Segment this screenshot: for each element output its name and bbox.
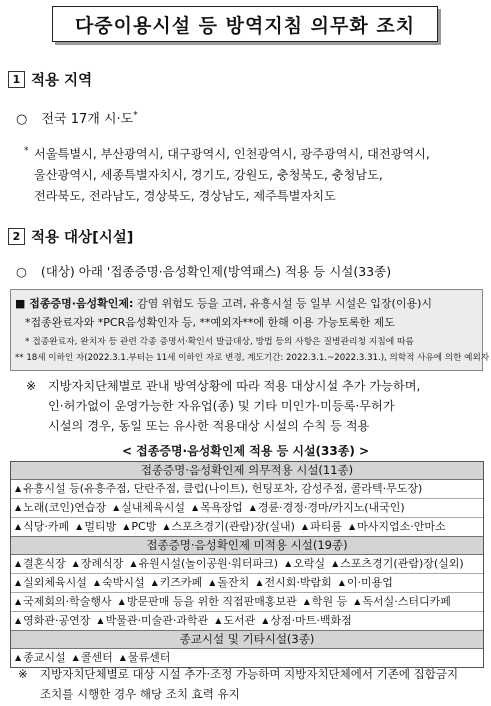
group3-header: 종교시설 및 기타시설(3종): [11, 630, 483, 649]
note-line1-rest: 감염 위험도 등을 고려, 유흥시설 등 일부 시설은 입장(이용)시: [136, 297, 433, 310]
facility-label: 결혼식장: [23, 557, 66, 570]
section1-title: 적용 지역: [31, 73, 93, 89]
page-title-box: [52, 6, 438, 42]
triangle-bullet-icon: ▲: [97, 616, 104, 625]
triangle-bullet-icon: ▲: [130, 559, 137, 568]
facility-item: [15, 501, 106, 514]
triangle-bullet-icon: ▲: [192, 503, 199, 512]
group1-header: 접종증명·음성확인제 의무적용 시설(11종): [11, 462, 483, 480]
facility-label: 경륜·경정·경마/카지노(내국인): [257, 501, 405, 514]
triangle-bullet-icon: ▲: [15, 484, 22, 493]
facility-label: PC방: [131, 520, 157, 533]
triangle-bullet-icon: ▲: [303, 597, 310, 606]
facility-label: 파티룸: [310, 520, 342, 533]
triangle-bullet-icon: ▲: [15, 522, 22, 531]
facility-label: 이·미용업: [346, 576, 393, 589]
facility-item: [256, 576, 331, 589]
regions-line: 울산광역시, 세종특별자치시, 경기도, 강원도, 충청북도, 충청남도,: [34, 168, 383, 182]
facility-item: [15, 576, 87, 589]
facility-item: [15, 614, 90, 627]
triangle-bullet-icon: ▲: [354, 597, 361, 606]
triangle-bullet-icon: ▲: [338, 578, 345, 587]
facility-table: [10, 461, 484, 668]
facility-label: 실외체육시설: [23, 576, 87, 589]
facility-label: 유흥시설 등(유흥주점, 단란주점, 클럽(나이트), 헌팅포차, 감성주점, 콜라텍·무도장): [23, 482, 423, 495]
table-row: [11, 573, 483, 592]
facility-item: [302, 520, 342, 533]
remark-line: 시설의 경우, 동일 또는 유사한 적용대상 시설의 수칙 등 적용: [48, 419, 370, 433]
facility-label: 종교시설: [23, 651, 66, 664]
facility-item: [94, 576, 145, 589]
facility-item: [97, 614, 208, 627]
note-line2: *접종완료자와 *PCR음성확인자 등, **예외자**에 한해 이용 가능토록한 제도: [25, 316, 395, 329]
remark-line: 인·허가없이 운영가능한 자유업(종) 및 기타 미인가·미등록·무허가: [48, 399, 395, 413]
facility-item: [15, 520, 69, 533]
triangle-bullet-icon: ▲: [15, 616, 22, 625]
facility-label: 독서실·스터디카페: [362, 595, 451, 608]
facility-item: [76, 520, 116, 533]
facility-label: 숙박시설: [102, 576, 145, 589]
facility-label: 방문판매 등을 위한 직접판매홍보관: [126, 595, 297, 608]
facility-item: [163, 520, 295, 533]
facility-item: [15, 651, 66, 664]
facility-item: [285, 557, 325, 570]
facility-item: [250, 501, 405, 514]
facility-label: 목욕장업: [200, 501, 243, 514]
triangle-bullet-icon: ▲: [262, 616, 269, 625]
facility-label: 스포츠경기(관람)장(실외): [340, 557, 464, 570]
facility-item: [339, 576, 393, 589]
facility-item: [15, 482, 422, 495]
triangle-bullet-icon: ▲: [123, 522, 130, 531]
facility-item: [123, 520, 156, 533]
note-line3: * 접종완료자, 완치자 등 관련 각종 증명서·확인서 발급대상, 방법 등의 사항은 질병관리청 지침에 따름: [25, 337, 415, 347]
facility-label: 식당·카페: [23, 520, 70, 533]
section2-heading: [8, 226, 133, 247]
facility-item: [354, 595, 451, 608]
bottom-footnote: [18, 664, 458, 704]
facility-label: 실내체육시설: [121, 501, 186, 514]
triangle-bullet-icon: ▲: [15, 653, 22, 662]
table-row: [11, 592, 483, 611]
facility-item: [349, 520, 446, 533]
facility-label: 스포츠경기(관람)장(실내): [171, 520, 295, 533]
footnote-line: 지방자치단체별로 대상 시설 추가·조정 가능하며 지방자치단체에서 기존에 집합금지: [40, 667, 459, 681]
section2-title: 적용 대상[시설]: [31, 230, 134, 246]
section2-bullet: [16, 262, 391, 280]
table-caption: < 접종증명·음성확인제 적용 등 시설(33종) >: [121, 444, 370, 458]
facility-item: [332, 557, 464, 570]
triangle-bullet-icon: ▲: [93, 578, 101, 587]
facility-label: 박물관·미술관·과학관: [105, 614, 209, 627]
triangle-bullet-icon: ▲: [118, 597, 125, 606]
footnote-line: 조치를 시행한 경우 해당 조치 효력 유지: [40, 687, 240, 701]
facility-label: 장례식장: [80, 557, 124, 570]
facility-label: 영화관·공연장: [23, 614, 91, 627]
facility-label: 유원시설(놀이공원·워터파크): [138, 557, 279, 570]
facility-item: [15, 557, 66, 570]
triangle-bullet-icon: ▲: [256, 578, 263, 587]
bullet-marker: ○: [16, 264, 27, 279]
section1-heading: [8, 69, 92, 90]
facility-label: 노래(코인)연습장: [23, 501, 107, 514]
facility-label: 돌잔치: [217, 576, 250, 589]
triangle-bullet-icon: ▲: [72, 559, 79, 568]
page-title: 다중이용시설 등 방역지침 의무화 조치: [74, 14, 416, 37]
section2-bullet-text: (대상) 아래 '접종증명·음성확인제(방역패스) 적용 등 시설(33종): [40, 264, 392, 279]
triangle-bullet-icon: ▲: [209, 578, 216, 587]
table-row: [11, 517, 483, 536]
facility-label: 도서관: [223, 614, 256, 627]
table-row: [11, 555, 483, 573]
facility-item: [73, 557, 124, 570]
facility-item: [152, 576, 203, 589]
triangle-bullet-icon: ▲: [348, 522, 356, 531]
facility-item: [304, 595, 348, 608]
facility-label: 전시회·박람회: [264, 576, 332, 589]
triangle-bullet-icon: ▲: [15, 503, 22, 512]
footnote-star: *: [133, 110, 138, 121]
table-row: [11, 498, 483, 517]
note-line1-prefix: ■ 접종증명·음성확인제:: [15, 297, 134, 310]
facility-item: [215, 614, 255, 627]
triangle-bullet-icon: ▲: [151, 578, 158, 587]
triangle-bullet-icon: ▲: [119, 653, 126, 662]
facility-label: 상점·마트·백화점: [270, 614, 352, 627]
footnote-marker: ※: [18, 667, 28, 681]
remark-line: 지방자치단체별로 관내 방역상황에 따라 적용 대상시설 추가 가능하며,: [48, 379, 421, 393]
facility-label: 국제회의·학술행사: [23, 595, 112, 608]
table-row: [11, 480, 483, 498]
triangle-bullet-icon: ▲: [332, 559, 339, 568]
bullet-marker: ○: [16, 112, 28, 127]
triangle-bullet-icon: ▲: [249, 503, 256, 512]
triangle-bullet-icon: ▲: [76, 522, 83, 531]
facility-item: [262, 614, 352, 627]
facility-label: 키즈카페: [159, 576, 203, 589]
triangle-bullet-icon: ▲: [15, 578, 22, 587]
regions-block: [24, 144, 430, 207]
facility-item: [119, 595, 297, 608]
regions-star: *: [24, 146, 29, 156]
facility-label: 학원 등: [311, 595, 348, 608]
triangle-bullet-icon: ▲: [301, 522, 309, 531]
group2-header: 접종증명·음성확인제 미적용 시설(19종): [11, 536, 483, 555]
facility-item: [192, 501, 243, 514]
facility-label: 물류센터: [127, 651, 171, 664]
definition-note-box: [10, 289, 490, 371]
regions-line: 서울특별시, 부산광역시, 대구광역시, 인천광역시, 광주광역시, 대전광역시,: [34, 147, 430, 161]
triangle-bullet-icon: ▲: [215, 616, 222, 625]
facility-label: 멀티방: [84, 520, 117, 533]
triangle-bullet-icon: ▲: [285, 559, 292, 568]
facility-item: [113, 501, 185, 514]
facility-item: [15, 595, 112, 608]
triangle-bullet-icon: ▲: [72, 653, 79, 662]
triangle-bullet-icon: ▲: [15, 597, 22, 606]
regions-line: 전라북도, 전라남도, 경상북도, 경상남도, 제주특별자치도: [34, 189, 336, 203]
section1-bullet: [16, 108, 138, 127]
note-line4: ** 18세 이하인 자(2022.3.1.부터는 11세 이하인 자로 변경, 계도기간: 2022.3.1.~2022.3.31.), 의학적 사유에 의한 예외자: [15, 353, 490, 363]
triangle-bullet-icon: ▲: [113, 503, 120, 512]
remark-marker: ※: [26, 379, 37, 393]
facility-item: [120, 651, 171, 664]
facility-item: [130, 557, 278, 570]
section2-number-box: 2: [8, 228, 25, 245]
remark-block: [26, 376, 420, 436]
triangle-bullet-icon: ▲: [15, 559, 22, 568]
section1-bullet-text: 전국 17개 시·도: [41, 112, 134, 127]
facility-label: 콜센터: [80, 651, 113, 664]
section1-number-box: 1: [8, 71, 25, 88]
table-row: [11, 611, 483, 630]
facility-label: 오락실: [293, 557, 326, 570]
facility-item: [209, 576, 249, 589]
triangle-bullet-icon: ▲: [163, 522, 170, 531]
facility-item: [73, 651, 113, 664]
facility-label: 마사지업소·안마소: [357, 520, 446, 533]
